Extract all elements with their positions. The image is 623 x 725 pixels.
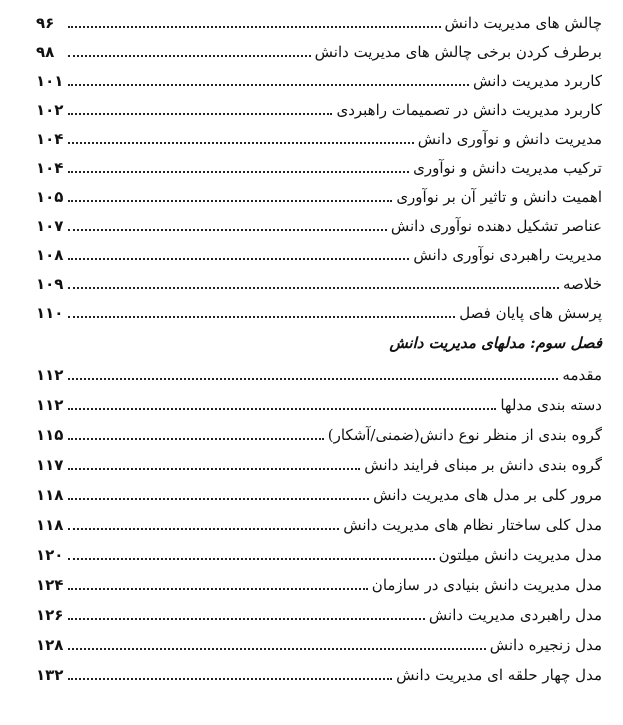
toc-entry-page: ۱۰۴ — [36, 159, 64, 177]
dot-leader — [68, 498, 369, 500]
toc-entry — [36, 596, 602, 624]
toc-entry-title: مدیریت دانش و نوآوری دانش — [417, 130, 602, 148]
dot-leader — [68, 84, 469, 86]
toc-entry-title: پرسش های پایان فصل — [459, 304, 602, 322]
toc-entry-title: اهمیت دانش و تاثیر آن بر نوآوری — [396, 188, 602, 206]
toc-entry-title: مدل زنجیره دانش — [489, 636, 602, 654]
toc-entry-page: ۱۰۷ — [36, 217, 64, 235]
dot-leader — [68, 316, 455, 318]
toc-entry-page: ۱۱۲ — [36, 366, 64, 384]
toc-entry-page: ۱۱۲ — [36, 396, 64, 414]
dot-leader — [68, 26, 441, 28]
toc-entry-title: ترکیب مدیریت دانش و نوآوری — [413, 159, 602, 177]
toc-entry — [36, 506, 602, 534]
toc-entry-title: چالش های مدیریت دانش — [444, 14, 602, 32]
toc-entry — [36, 536, 602, 564]
toc-entry — [36, 566, 602, 594]
toc-entry-page: ۱۰۸ — [36, 246, 64, 264]
toc-entry — [36, 416, 602, 444]
toc-entry — [36, 207, 602, 235]
dot-leader — [68, 258, 409, 260]
dot-leader — [68, 468, 360, 470]
toc-entry — [36, 294, 602, 322]
dot-leader — [68, 558, 435, 560]
toc-entry-title: کاربرد مدیریت دانش — [472, 72, 602, 90]
toc-entry — [36, 265, 602, 293]
toc-entry-title: مرور کلی بر مدل های مدیریت دانش — [373, 486, 602, 504]
dot-leader — [68, 408, 496, 410]
dot-leader — [68, 438, 324, 440]
dot-leader — [68, 618, 425, 620]
toc-entry-title: مدیریت راهبردی نوآوری دانش — [413, 246, 602, 264]
toc-entry-page: ۱۰۴ — [36, 130, 64, 148]
dot-leader — [68, 528, 339, 530]
toc-entry-page: ۱۰۹ — [36, 275, 64, 293]
toc-entry-page: ۹۸ — [36, 43, 55, 61]
dot-leader — [68, 229, 387, 231]
toc-entry-page: ۱۲۸ — [36, 636, 64, 654]
toc-entry-page: ۱۰۱ — [36, 72, 64, 90]
toc-entry-title: عناصر تشکیل دهنده نوآوری دانش — [390, 217, 602, 235]
dot-leader — [68, 171, 409, 173]
toc-entry-title: گروه بندی دانش بر مبنای فرایند دانش — [364, 456, 602, 474]
toc-entry-title: گروه بندی از منظر نوع دانش(ضمنی/آشکار) — [327, 426, 602, 444]
toc-entry-title: دسته بندی مدلها — [500, 396, 602, 414]
toc-entry-page: ۱۰۲ — [36, 101, 64, 119]
toc-entry — [36, 120, 602, 148]
toc-entry-page: ۱۰۵ — [36, 188, 64, 206]
toc-entry-page: ۱۱۵ — [36, 426, 64, 444]
toc-entry-title: مدل چهار حلقه ای مدیریت دانش — [396, 666, 602, 684]
toc-entry — [36, 656, 602, 684]
toc-entry-title: مقدمه — [562, 366, 602, 384]
toc-entry — [36, 476, 602, 504]
dot-leader — [68, 113, 332, 115]
dot-leader — [68, 287, 559, 289]
toc-entry-title: مدل کلی ساختار نظام های مدیریت دانش — [343, 516, 602, 534]
toc-entry-page: ۹۶ — [36, 14, 55, 32]
toc-entry — [36, 236, 602, 264]
dot-leader — [68, 55, 311, 57]
toc-entry — [36, 4, 602, 32]
toc-entry-page: ۱۱۰ — [36, 304, 64, 322]
toc-entry-title: مدل راهبردی مدیریت دانش — [428, 606, 602, 624]
toc-entry-title: مدل مدیریت دانش میلتون — [438, 546, 602, 564]
toc-entry — [36, 356, 602, 384]
toc-entry-page: ۱۳۲ — [36, 666, 64, 684]
toc-entry — [36, 446, 602, 474]
toc-entry — [36, 62, 602, 90]
toc-entry-title: مدل مدیریت دانش بنیادی در سازمان — [371, 576, 602, 594]
toc-entry-title: خلاصه — [562, 275, 602, 293]
toc-entry-page: ۱۱۷ — [36, 456, 64, 474]
dot-leader — [68, 142, 414, 144]
dot-leader — [68, 678, 392, 680]
dot-leader — [68, 200, 392, 202]
toc-entry — [36, 626, 602, 654]
toc-entry-page: ۱۱۸ — [36, 486, 64, 504]
toc-entry-title: برطرف کردن برخی چالش های مدیریت دانش — [314, 43, 602, 61]
toc-entry — [36, 178, 602, 206]
toc-entry-title: کاربرد مدیریت دانش در تصمیمات راهبردی — [336, 101, 602, 119]
toc-entry — [36, 386, 602, 414]
dot-leader — [68, 648, 486, 650]
dot-leader — [68, 588, 368, 590]
chapter-heading: فصل سوم: مدلهای مدیریت دانش — [389, 334, 602, 352]
toc-entry — [36, 149, 602, 177]
toc-entry-page: ۱۲۰ — [36, 546, 64, 564]
toc-entry-page: ۱۱۸ — [36, 516, 64, 534]
dot-leader — [68, 378, 558, 380]
toc-entry-page: ۱۲۶ — [36, 606, 64, 624]
toc-entry — [36, 33, 602, 61]
toc-entry — [36, 91, 602, 119]
toc-entry-page: ۱۲۴ — [36, 576, 64, 594]
